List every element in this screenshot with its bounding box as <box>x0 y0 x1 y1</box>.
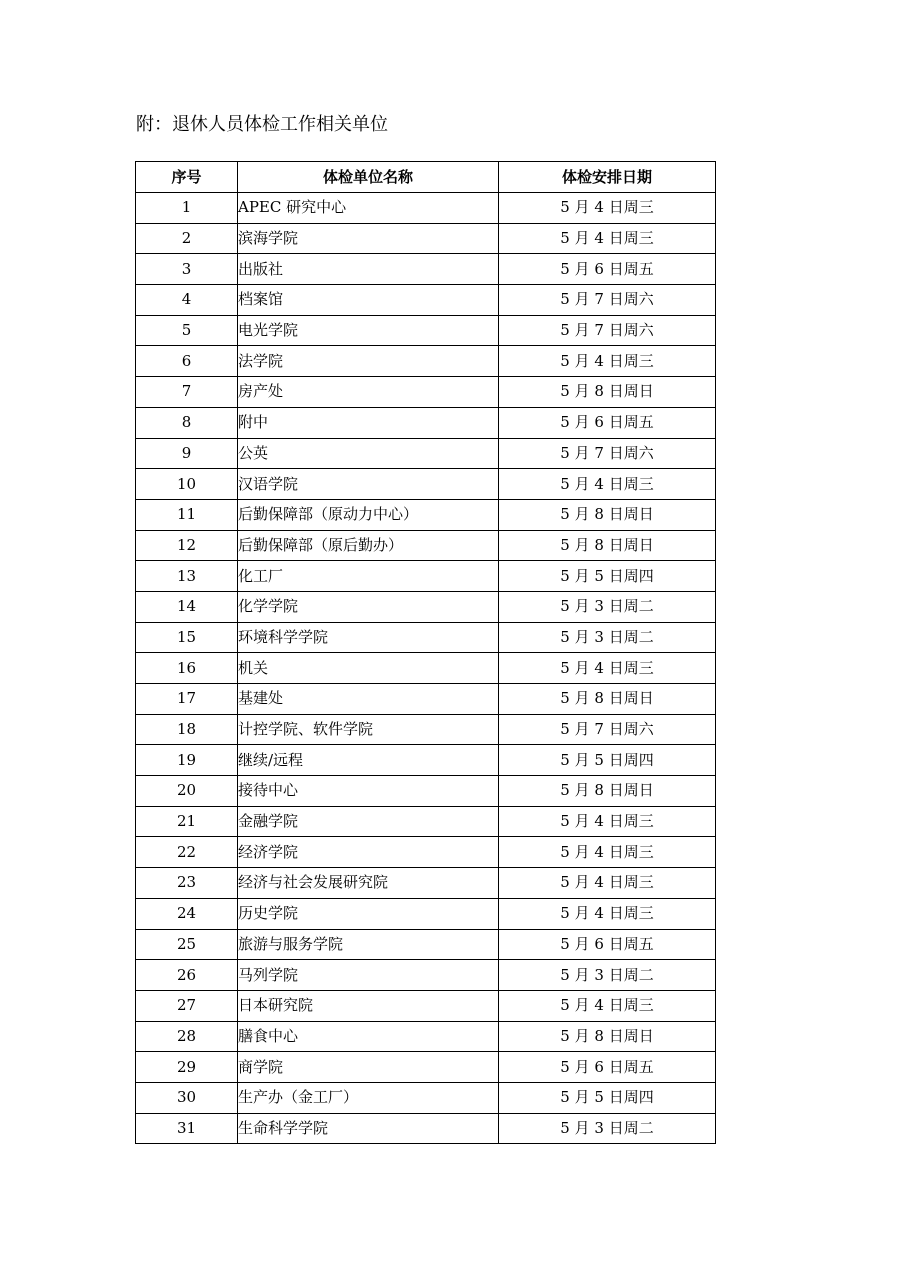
table-row <box>136 193 716 224</box>
serial-number-cell: 7 <box>136 377 238 408</box>
table-row <box>136 837 716 868</box>
serial-number-cell: 31 <box>136 1113 238 1144</box>
unit-name-cell: 金融学院 <box>238 806 499 837</box>
header-checkup-date: 体检安排日期 <box>499 162 716 193</box>
checkup-date-cell: 5 月 3 日周二 <box>499 960 716 991</box>
table-row <box>136 561 716 592</box>
checkup-date-cell: 5 月 4 日周三 <box>499 223 716 254</box>
serial-number-cell: 4 <box>136 285 238 316</box>
table-row <box>136 254 716 285</box>
table-row <box>136 438 716 469</box>
unit-name-cell: 膳食中心 <box>238 1021 499 1052</box>
page-title: 附：退休人员体检工作相关单位 <box>136 114 388 135</box>
table-row <box>136 530 716 561</box>
checkup-date-cell: 5 月 4 日周三 <box>499 193 716 224</box>
checkup-date-cell: 5 月 7 日周六 <box>499 438 716 469</box>
serial-number-cell: 21 <box>136 806 238 837</box>
table-row <box>136 377 716 408</box>
table-row <box>136 1082 716 1113</box>
checkup-date-cell: 5 月 8 日周日 <box>499 684 716 715</box>
serial-number-cell: 14 <box>136 591 238 622</box>
serial-number-cell: 15 <box>136 622 238 653</box>
unit-name-cell: 马列学院 <box>238 960 499 991</box>
table-row <box>136 684 716 715</box>
unit-name-cell: 房产处 <box>238 377 499 408</box>
table-row <box>136 960 716 991</box>
unit-name-cell: 档案馆 <box>238 285 499 316</box>
unit-name-cell: 生命科学学院 <box>238 1113 499 1144</box>
unit-name-cell: 电光学院 <box>238 315 499 346</box>
table-row <box>136 315 716 346</box>
checkup-date-cell: 5 月 4 日周三 <box>499 990 716 1021</box>
table-row <box>136 1052 716 1083</box>
table-row <box>136 285 716 316</box>
serial-number-cell: 2 <box>136 223 238 254</box>
serial-number-cell: 16 <box>136 653 238 684</box>
unit-name-cell: 汉语学院 <box>238 469 499 500</box>
checkup-date-cell: 5 月 8 日周日 <box>499 377 716 408</box>
checkup-date-cell: 5 月 4 日周三 <box>499 653 716 684</box>
unit-name-cell: 机关 <box>238 653 499 684</box>
checkup-date-cell: 5 月 4 日周三 <box>499 898 716 929</box>
serial-number-cell: 18 <box>136 714 238 745</box>
checkup-date-cell: 5 月 7 日周六 <box>499 315 716 346</box>
serial-number-cell: 23 <box>136 868 238 899</box>
table-row <box>136 622 716 653</box>
table-row <box>136 653 716 684</box>
serial-number-cell: 17 <box>136 684 238 715</box>
checkup-date-cell: 5 月 5 日周四 <box>499 745 716 776</box>
checkup-date-cell: 5 月 8 日周日 <box>499 530 716 561</box>
unit-name-cell: 附中 <box>238 407 499 438</box>
serial-number-cell: 27 <box>136 990 238 1021</box>
unit-name-cell: 经济学院 <box>238 837 499 868</box>
serial-number-cell: 19 <box>136 745 238 776</box>
unit-name-cell: 商学院 <box>238 1052 499 1083</box>
table-row <box>136 1113 716 1144</box>
table-row <box>136 714 716 745</box>
serial-number-cell: 13 <box>136 561 238 592</box>
table-row <box>136 745 716 776</box>
checkup-date-cell: 5 月 5 日周四 <box>499 561 716 592</box>
serial-number-cell: 10 <box>136 469 238 500</box>
checkup-date-cell: 5 月 7 日周六 <box>499 285 716 316</box>
checkup-date-cell: 5 月 8 日周日 <box>499 499 716 530</box>
serial-number-cell: 28 <box>136 1021 238 1052</box>
table-row <box>136 346 716 377</box>
unit-name-cell: 法学院 <box>238 346 499 377</box>
serial-number-cell: 5 <box>136 315 238 346</box>
serial-number-cell: 22 <box>136 837 238 868</box>
serial-number-cell: 11 <box>136 499 238 530</box>
checkup-date-cell: 5 月 4 日周三 <box>499 469 716 500</box>
unit-name-cell: 历史学院 <box>238 898 499 929</box>
checkup-date-cell: 5 月 6 日周五 <box>499 929 716 960</box>
checkup-date-cell: 5 月 4 日周三 <box>499 868 716 899</box>
header-serial-number: 序号 <box>136 162 238 193</box>
table-row <box>136 1021 716 1052</box>
table-body <box>136 193 716 1144</box>
unit-name-cell: 公英 <box>238 438 499 469</box>
serial-number-cell: 20 <box>136 776 238 807</box>
checkup-date-cell: 5 月 3 日周二 <box>499 622 716 653</box>
serial-number-cell: 25 <box>136 929 238 960</box>
unit-name-cell: 基建处 <box>238 684 499 715</box>
table-row <box>136 469 716 500</box>
table-row <box>136 223 716 254</box>
unit-name-cell: 接待中心 <box>238 776 499 807</box>
checkup-date-cell: 5 月 4 日周三 <box>499 837 716 868</box>
table-row <box>136 929 716 960</box>
checkup-date-cell: 5 月 8 日周日 <box>499 776 716 807</box>
unit-name-cell: 环境科学学院 <box>238 622 499 653</box>
unit-name-cell: 计控学院、软件学院 <box>238 714 499 745</box>
checkup-date-cell: 5 月 7 日周六 <box>499 714 716 745</box>
table-row <box>136 407 716 438</box>
checkup-date-cell: 5 月 3 日周二 <box>499 591 716 622</box>
unit-name-cell: 继续/远程 <box>238 745 499 776</box>
unit-name-cell: 后勤保障部（原动力中心） <box>238 499 499 530</box>
header-unit-name: 体检单位名称 <box>238 162 499 193</box>
unit-name-cell: 旅游与服务学院 <box>238 929 499 960</box>
table-row <box>136 868 716 899</box>
table-row <box>136 776 716 807</box>
table-header-row <box>136 162 716 193</box>
table-row <box>136 591 716 622</box>
serial-number-cell: 8 <box>136 407 238 438</box>
unit-name-cell: 生产办（金工厂） <box>238 1082 499 1113</box>
unit-name-cell: 化工厂 <box>238 561 499 592</box>
table-row <box>136 898 716 929</box>
table-row <box>136 990 716 1021</box>
serial-number-cell: 12 <box>136 530 238 561</box>
serial-number-cell: 24 <box>136 898 238 929</box>
table-row <box>136 499 716 530</box>
checkup-date-cell: 5 月 4 日周三 <box>499 806 716 837</box>
serial-number-cell: 30 <box>136 1082 238 1113</box>
checkup-date-cell: 5 月 5 日周四 <box>499 1082 716 1113</box>
serial-number-cell: 3 <box>136 254 238 285</box>
unit-name-cell: 经济与社会发展研究院 <box>238 868 499 899</box>
checkup-date-cell: 5 月 6 日周五 <box>499 407 716 438</box>
checkup-date-cell: 5 月 4 日周三 <box>499 346 716 377</box>
unit-name-cell: APEC 研究中心 <box>238 193 499 224</box>
checkup-date-cell: 5 月 6 日周五 <box>499 254 716 285</box>
unit-name-cell: 化学学院 <box>238 591 499 622</box>
serial-number-cell: 1 <box>136 193 238 224</box>
checkup-date-cell: 5 月 8 日周日 <box>499 1021 716 1052</box>
unit-name-cell: 后勤保障部（原后勤办） <box>238 530 499 561</box>
serial-number-cell: 9 <box>136 438 238 469</box>
checkup-unit-table <box>135 161 716 1144</box>
unit-name-cell: 滨海学院 <box>238 223 499 254</box>
checkup-date-cell: 5 月 3 日周二 <box>499 1113 716 1144</box>
unit-name-cell: 出版社 <box>238 254 499 285</box>
serial-number-cell: 26 <box>136 960 238 991</box>
serial-number-cell: 29 <box>136 1052 238 1083</box>
checkup-date-cell: 5 月 6 日周五 <box>499 1052 716 1083</box>
serial-number-cell: 6 <box>136 346 238 377</box>
unit-name-cell: 日本研究院 <box>238 990 499 1021</box>
table-row <box>136 806 716 837</box>
